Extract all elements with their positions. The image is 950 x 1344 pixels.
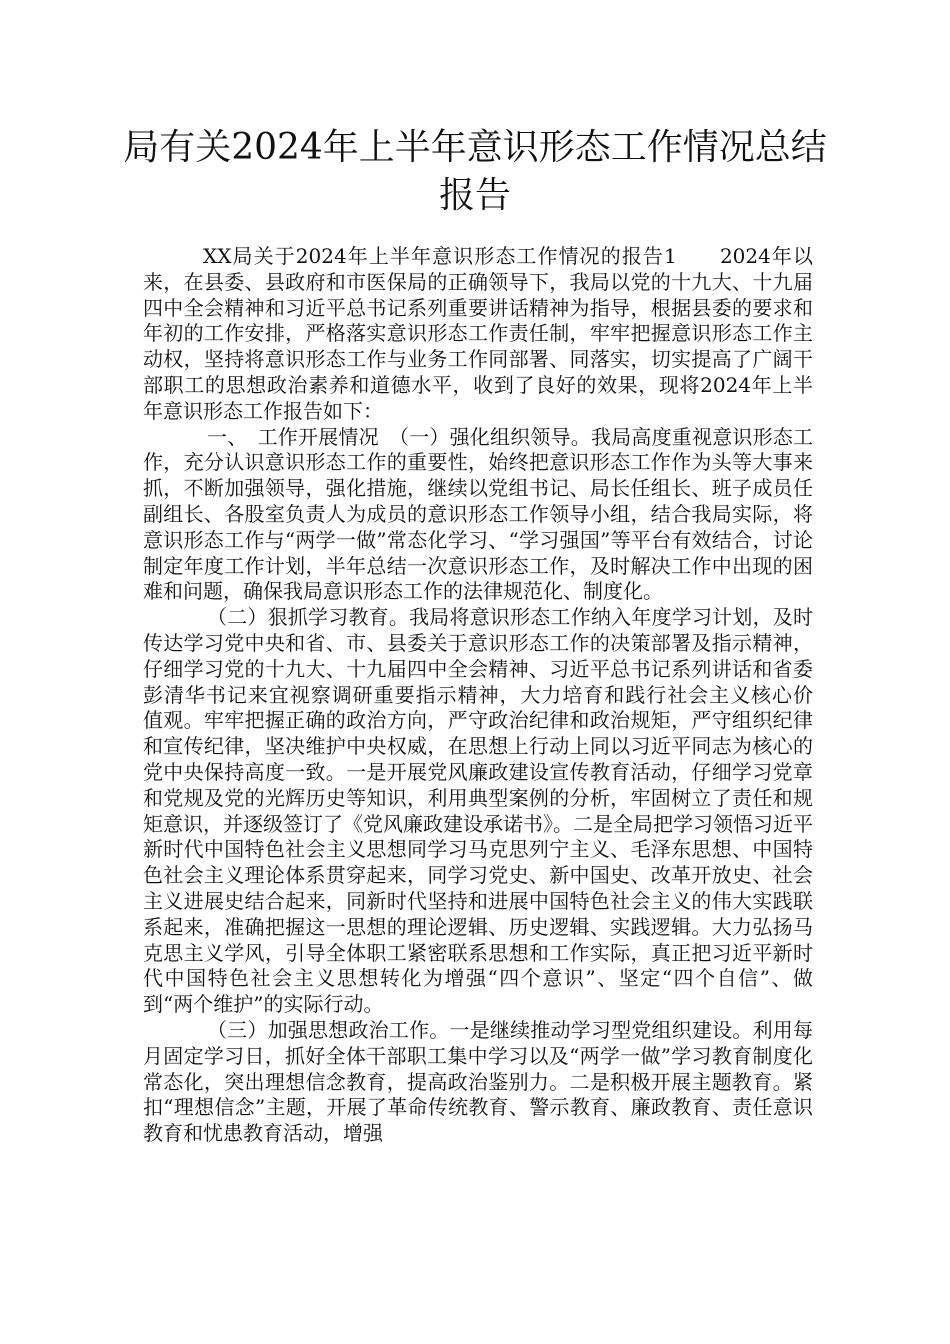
paragraph-intro: XX局关于2024年上半年意识形态工作情况的报告1 2024年以来，在县委、县政府和市医保局的正确领导下，我局以党的十九大、十九届四中全会精神和习近平总书记系列重要讲话精神为指导，根据县委的要求和年初的工作安排，严格落实意识形态工作责任制，牢牢把握意识形态工作主动权，坚持将意识形态工作与业务工作同部署、同落实，切实提高了广阔干部职工的思想政治素养和道德水平，收到了良好的效果，现将2024年上半年意识形态工作报告如下：: [143, 244, 813, 423]
paragraph-organization: 一、 工作开展情况 （一）强化组织领导。我局高度重视意识形态工作，充分认识意识形态工作的重要性，始终把意识形态工作作为头等大事来抓，不断加强领导，强化措施，继续以党组书记、局长任组长、班子成员任副组长、各股室负责人为成员的意识形态工作领导小组，结合我局实际，将意识形态工作与“两学一做”常态化学习、“学习强国”等平台有效结合，讨论制定年度工作计划，半年总结一次意识形态工作，及时解决工作中出现的困难和问题，确保我局意识形态工作的法律规范化、制度化。: [143, 424, 813, 604]
document-body: [143, 244, 833, 1147]
paragraph-political-work: （三）加强思想政治工作。一是继续推动学习型党组织建设。利用每月固定学习日，抓好全体干部职工集中学习以及“两学一做”学习教育制度化常态化，突出理想信念教育，提高政治鉴别力。二是积极开展主题教育。紧扣“理想信念”主题，开展了革命传统教育、警示教育、廉政教育、责任意识教育和忧患教育活动，增强: [143, 1017, 813, 1146]
document-title: 局有关2024年上半年意识形态工作情况总结报告: [123, 127, 827, 216]
paragraph-study-education: （二）狠抓学习教育。我局将意识形态工作纳入年度学习计划，及时传达学习党中央和省、市、县委关于意识形态工作的决策部署及指示精神，仔细学习党的十九大、十九届四中全会精神、习近平总书记系列讲话和省委彭清华书记来宜视察调研重要指示精神，大力培育和践行社会主义核心价 值观。牢牢把握正确的政治方向，严守政治纪律和政治规矩，严守组织纪律和宣传纪律，坚决维护中央权威，在思想上行动上同以习近平同志为核心的党中央保持高度一致。一是开展党风廉政建设宣传教育活动，仔细学习党章和党规及党的光辉历史等知识，利用典型案例的分析，牢固树立了责任和规矩意识，并逐级签订了《党风廉政建设承诺书》。二是全局把学习领悟习近平新时代中国特色社会主义思想同学习马克思列宁主义、毛泽东思想、中国特色社会主义理论体系贯穿起来，同学习党史、新中国史、改革开放史、社会主义进展史结合起来，同新时代坚持和进展中国特色社会主义的伟大实践联系起来，准确把握这一思想的理论逻辑、历史逻辑、实践逻辑。大力弘扬马克思主义学风，引导全体职工紧密联系思想和工作实际，真正把习近平新时代中国特色社会主义思想转化为增强“四个意识”、坚定“四个自信”、做到“两个维护”的实际行动。: [143, 605, 833, 1017]
